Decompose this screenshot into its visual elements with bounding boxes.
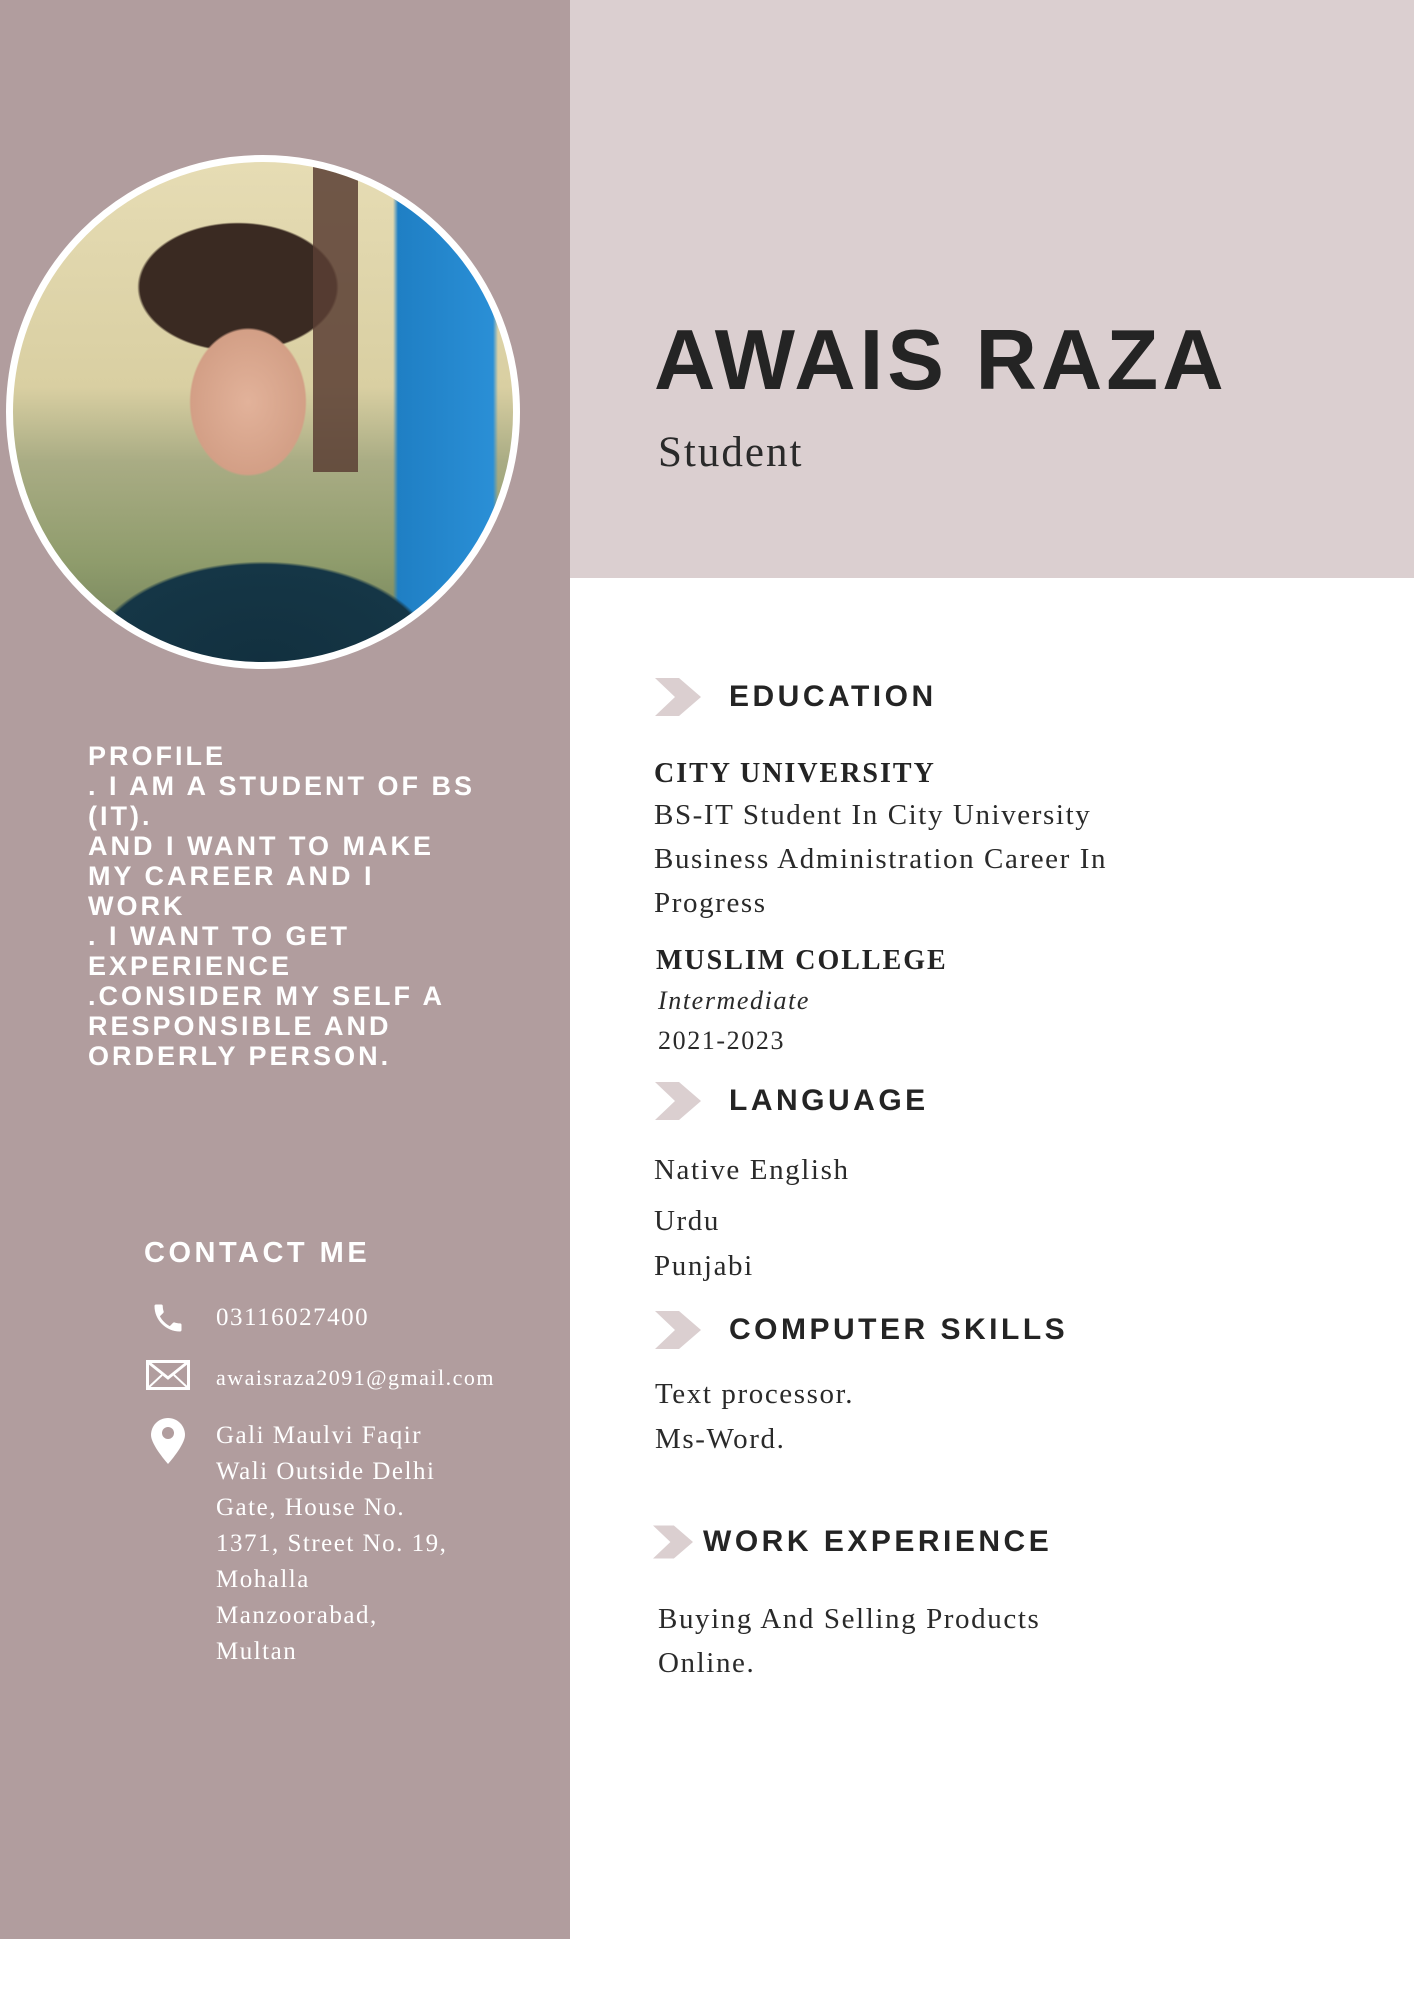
chevron-right-icon	[655, 1311, 701, 1349]
profile-line: . I WANT TO GET	[88, 921, 351, 951]
map-pin-icon	[144, 1418, 192, 1466]
education-details	[654, 793, 1107, 925]
phone-number[interactable]: 03116027400	[216, 1304, 370, 1331]
profile-line: WORK	[88, 891, 186, 921]
skill-item: Text processor.	[655, 1378, 855, 1410]
envelope-icon	[144, 1360, 192, 1408]
address-line: Manzoorabad,	[216, 1602, 378, 1629]
education-line: Business Administration Career In	[654, 843, 1108, 875]
section-title: WORK EXPERIENCE	[703, 1525, 1053, 1558]
contact-heading: CONTACT ME	[144, 1237, 371, 1269]
language-heading	[655, 1082, 929, 1120]
profile-line: EXPERIENCE	[88, 951, 293, 981]
profile-line: AND I WANT TO MAKE	[88, 831, 434, 861]
address-line: Gate, House No.	[216, 1494, 406, 1521]
profile-photo	[6, 155, 520, 669]
work-experience-text	[658, 1597, 1040, 1685]
work-line: Buying And Selling Products	[658, 1603, 1041, 1635]
contact-address	[144, 1418, 447, 1670]
section-title: LANGUAGE	[729, 1084, 929, 1117]
address-line: 1371, Street No. 19,	[216, 1530, 448, 1557]
chevron-right-icon	[655, 678, 701, 716]
education-heading	[655, 678, 937, 716]
candidate-role: Student	[658, 429, 804, 476]
profile-line: .CONSIDER MY SELF A	[88, 981, 446, 1011]
profile-heading: PROFILE	[88, 741, 227, 771]
language-item: Urdu	[654, 1205, 721, 1237]
address-line: Gali Maulvi Faqir	[216, 1422, 423, 1449]
photo-background-detail	[313, 162, 358, 472]
work-line: Online.	[658, 1647, 756, 1679]
section-title: COMPUTER SKILLS	[729, 1313, 1069, 1346]
education-line: BS-IT Student In City University	[654, 799, 1092, 831]
education-level: Intermediate	[658, 986, 811, 1015]
profile-line: MY CAREER AND I	[88, 861, 375, 891]
profile-line: . I AM A STUDENT OF BS	[88, 771, 475, 801]
profile-line: (IT).	[88, 801, 153, 831]
language-item: Punjabi	[654, 1250, 754, 1282]
education-line: Progress	[654, 887, 767, 919]
address-line: Mohalla	[216, 1566, 310, 1593]
chevron-right-icon	[655, 1082, 701, 1120]
address-line: Multan	[216, 1638, 298, 1665]
contact-phone	[144, 1300, 369, 1348]
education-institution: MUSLIM COLLEGE	[656, 945, 948, 976]
skill-item: Ms-Word.	[655, 1423, 786, 1455]
education-institution: CITY UNIVERSITY	[654, 758, 936, 789]
address-text	[216, 1418, 447, 1670]
profile-section	[88, 741, 528, 1071]
address-line: Wali Outside Delhi	[216, 1458, 436, 1485]
phone-icon	[144, 1300, 192, 1348]
section-title: EDUCATION	[729, 680, 937, 713]
candidate-name: AWAIS RAZA	[654, 313, 1228, 408]
work-experience-heading	[653, 1524, 1052, 1560]
chevron-right-icon	[653, 1524, 693, 1560]
language-item: Native English	[654, 1154, 850, 1186]
computer-skills-heading	[655, 1311, 1068, 1349]
education-years: 2021-2023	[658, 1026, 786, 1055]
email-address[interactable]: awaisraza2091@gmail.com	[216, 1365, 495, 1390]
contact-email	[144, 1360, 495, 1408]
profile-line: ORDERLY PERSON.	[88, 1041, 392, 1071]
profile-line: RESPONSIBLE AND	[88, 1011, 392, 1041]
header-band	[570, 0, 1414, 578]
